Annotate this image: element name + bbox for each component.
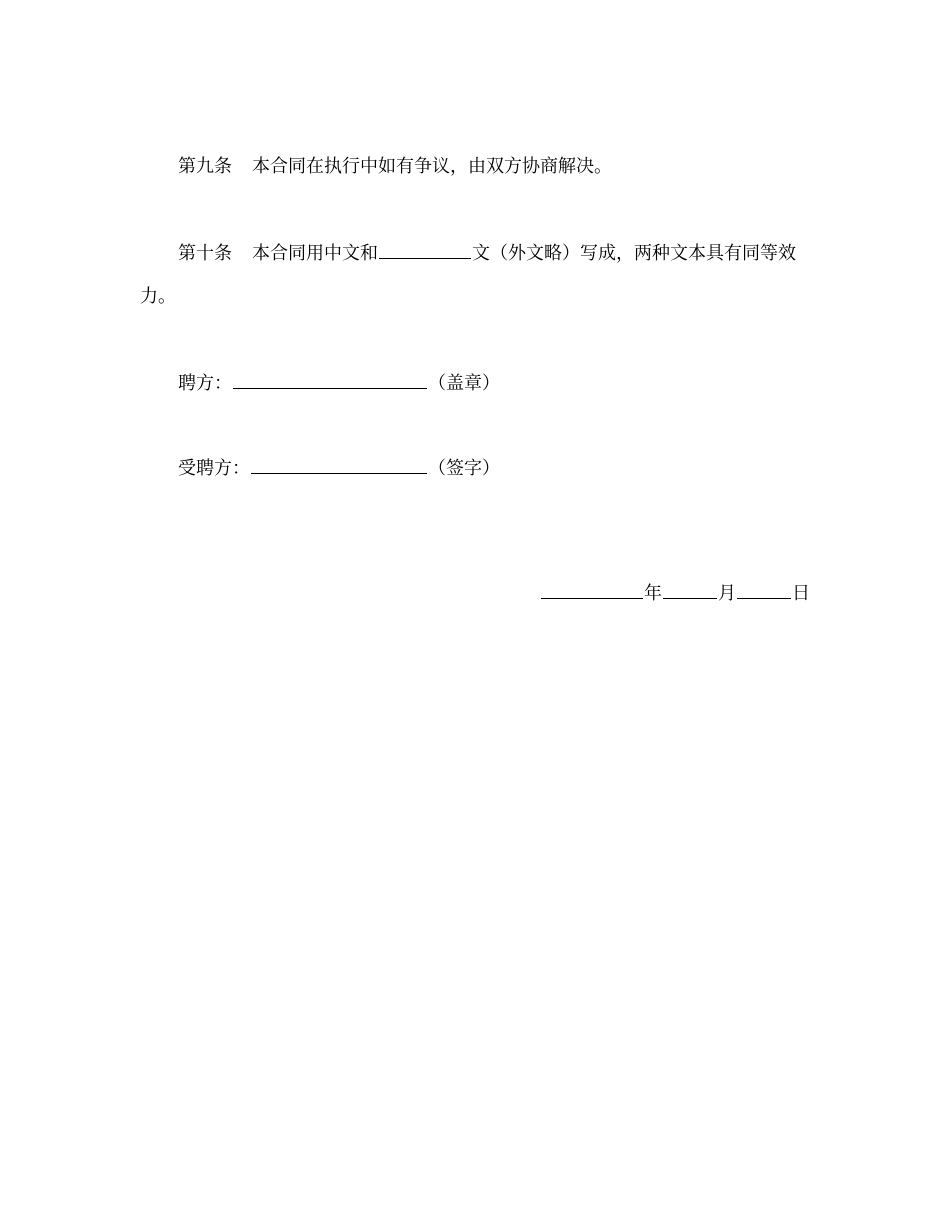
employee-note: （签字） xyxy=(428,458,500,479)
date-line xyxy=(540,580,810,606)
month-label: 月 xyxy=(718,583,736,604)
employer-label: 聘方： xyxy=(178,373,232,394)
foreign-language-blank[interactable] xyxy=(379,240,471,259)
year-label: 年 xyxy=(644,583,662,604)
article-9-text: 本合同在执行中如有争议，由双方协商解决。 xyxy=(252,156,612,177)
employee-blank[interactable] xyxy=(251,455,427,474)
article-10-continuation: 力。 xyxy=(140,286,176,307)
article-10 xyxy=(178,240,796,266)
month-blank[interactable] xyxy=(663,580,717,599)
article-10-text-before: 本合同用中文和 xyxy=(252,243,378,264)
year-blank[interactable] xyxy=(541,580,643,599)
employee-label: 受聘方： xyxy=(178,458,250,479)
article-10-label: 第十条 xyxy=(178,243,232,264)
article-10-continuation-line xyxy=(140,285,176,309)
article-9 xyxy=(178,155,612,179)
day-label: 日 xyxy=(792,583,810,604)
day-blank[interactable] xyxy=(737,580,791,599)
employer-blank[interactable] xyxy=(233,370,427,389)
employer-note: （盖章） xyxy=(428,373,500,394)
employer-signature-line xyxy=(178,370,500,396)
article-10-text-after: 文（外文略）写成，两种文本具有同等效 xyxy=(472,243,796,264)
employee-signature-line xyxy=(178,455,500,481)
article-9-label: 第九条 xyxy=(178,156,232,177)
